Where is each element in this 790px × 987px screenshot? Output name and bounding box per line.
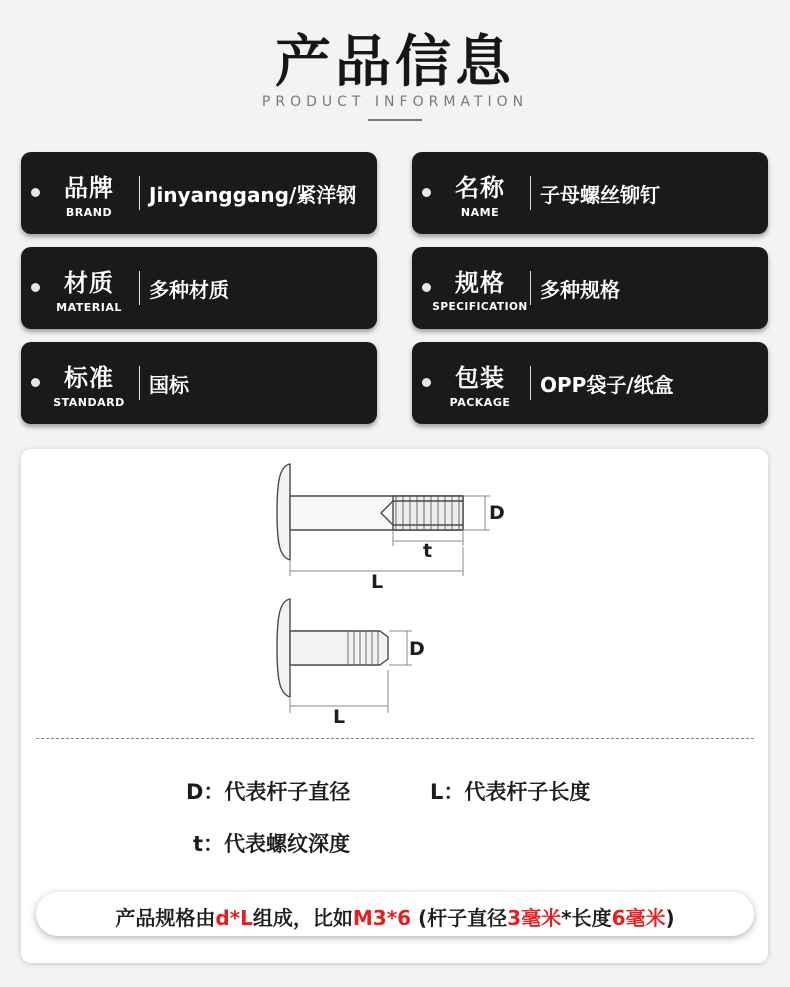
spec-note-part: 组成，比如	[252, 906, 353, 930]
card-label: 名称	[455, 174, 505, 202]
spec-note-part: 产品规格由	[115, 906, 216, 930]
card-label: 包装	[455, 364, 505, 392]
page-subtitle: PRODUCT INFORMATION	[261, 94, 529, 110]
card-value: OPP袋子/纸盒	[540, 373, 674, 397]
male-l-label: L	[333, 706, 346, 728]
male-rivet-drawing	[277, 599, 388, 697]
card-value: 国标	[149, 373, 189, 397]
card-label-en: SPECIFICATION	[432, 301, 528, 313]
female-l-label: L	[371, 571, 384, 593]
card-value: 子母螺丝铆钉	[540, 183, 660, 207]
male-d-label: D	[409, 638, 425, 660]
spec-note-highlight: d*L	[215, 906, 253, 930]
card-value: 多种材质	[149, 278, 229, 302]
definition-l: L：代表杆子长度	[430, 780, 591, 804]
card-label-en: PACKAGE	[449, 396, 511, 409]
spec-note-part: )	[665, 906, 675, 930]
card-label: 品牌	[64, 174, 114, 202]
spec-note-part: (杆子直径	[411, 906, 508, 930]
spec-note-highlight: 6毫米	[611, 906, 666, 930]
spec-note-highlight: 3毫米	[507, 906, 562, 930]
spec-note-text	[36, 902, 754, 931]
definition-d: D：代表杆子直径	[186, 780, 351, 804]
card-label-en: STANDARD	[53, 396, 125, 409]
card-value: Jinyanggang/紧洋钢	[149, 183, 357, 207]
spec-note-pill	[36, 892, 754, 936]
card-label-en: BRAND	[65, 206, 113, 219]
card-label: 标准	[64, 364, 114, 392]
card-label-en: MATERIAL	[56, 301, 122, 314]
card-label-en: NAME	[460, 206, 500, 219]
spec-note-part: *长度	[561, 906, 612, 930]
female-d-label: D	[489, 502, 505, 524]
dashed-divider	[36, 738, 754, 739]
female-t-label: t	[423, 540, 433, 562]
card-value: 多种规格	[540, 278, 620, 302]
card-label: 材质	[64, 269, 114, 297]
spec-note-highlight: M3*6	[352, 906, 412, 930]
definition-t: t：代表螺纹深度	[193, 832, 351, 856]
female-rivet-drawing	[277, 464, 463, 560]
page-title: 产品信息	[275, 30, 515, 95]
card-label: 规格	[455, 269, 505, 297]
